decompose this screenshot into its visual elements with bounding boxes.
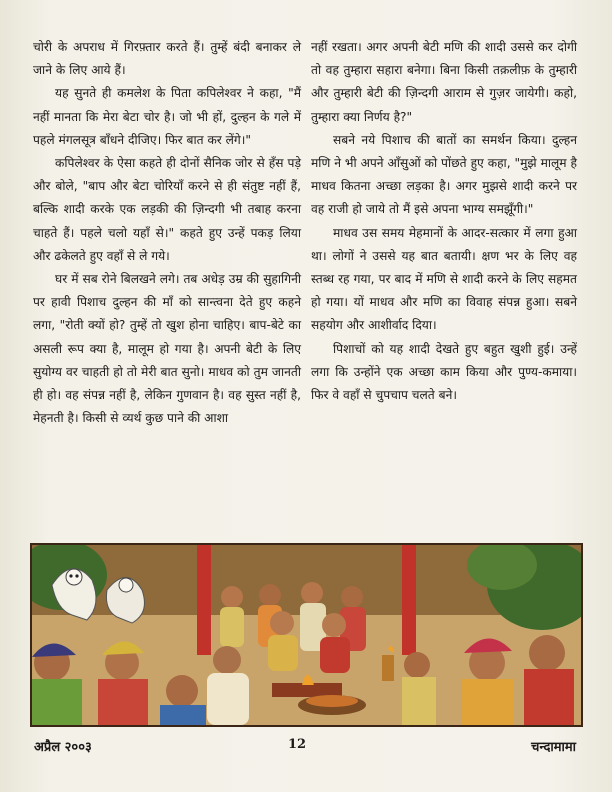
page-footer [0,737,612,757]
paragraph: नहीं रखता। अगर अपनी बेटी मणि की शादी उससे कर दोगी तो वह तुम्हारा सहारा बनेगा। बिना किसी तक़लीफ़ के तुम्हारी और तुम्हारी बेटी की ज़िन्दगी आराम से गुज़र जायेगी। कहो, तुम्हारा क्या निर्णय है?" [311,40,577,124]
paragraph: चोरी के अपराध में गिरफ़्तार करते हैं। तुम्हें बंदी बनाकर ले जाने के लिए आये हैं। [33,40,301,78]
right-text-column [311,36,577,407]
issue-date: अप्रैल २००३ [34,740,92,755]
paragraph: पिशाचों को यह शादी देखते हुए बहुत खुशी हुई। उन्हें लगा कि उन्होंने एक अच्छा काम किया और पुण्य-कमाया। फिर वे वहाँ से चुपचाप चलते बने। [311,341,577,403]
wedding-illustration [30,543,583,727]
left-text-column [33,36,301,430]
page-number: 12 [288,737,307,752]
paragraph: सबने नये पिशाच की बातों का समर्थन किया। दुल्हन मणि ने भी अपने आँसुओं को पोंछते हुए कहा, "मुझे मालूम है माधव कितना अच्छा लड़का है। अगर मुझसे शादी करने पर वह राजी हो जाये तो मैं इसे अपना भाग्य समझूँगी।" [311,132,577,217]
magazine-name: चन्दामामा [531,740,576,755]
wedding-scene-image [32,545,581,725]
paragraph: माधव उस समय मेहमानों के आदर-सत्कार में लगा हुआ था। लोगों ने उससे यह बात बतायी। क्षण भर के लिए वह स्तब्ध रह गया, पर बाद में मणि से शादी करने के लिए सहमत हो गया। यों माधव और मणि का विवाह संपन्न हुआ। सबने सहयोग और आशीर्वाद दिया। [311,225,577,333]
paragraph: घर में सब रोने बिलखने लगे। तब अधेड़ उम्र की सुहागिनी पर हावी पिशाच दुल्हन की माँ को सान्त्वना देते हुए कहने लगा, "रोती क्यों हो? तुम्हें तो खुश होना चाहिए। बाप-बेटे का असली रूप क्या है, मालूम हो गया है। अपनी बेटी के लिए सुयोग्य वर चाहती हो तो मेरी बात सुनो। माधव को तुम जानती ही हो। वह संपन्न नहीं है, लेकिन गुणवान है। वह सुस्त नहीं है, मेहनती है। किसी से व्यर्थ कुछ पाने की आशा [33,272,301,426]
paragraph: कपिलेश्वर के ऐसा कहते ही दोनों सैनिक जोर से हँस पड़े और बोले, "बाप और बेटा चोरियाँ करने से ही संतुष्ट नहीं हैं, बल्कि शादी करके एक लड़की की ज़िन्दगी भी तबाह करना चाहते हैं। पहले चलो यहाँ से।" कहते हुए उन्हें पकड़ लिया और ढकेलते हुए वहाँ से ले गये। [33,156,301,263]
paragraph: यह सुनते ही कमलेश के पिता कपिलेश्वर ने कहा, "मैं नहीं मानता कि मेरा बेटा चोर है। जो भी हों, दुल्हन के गले में पहले मंगलसूत्र बाँधने दीजिए। फिर बात कर लेंगे।" [33,86,301,147]
